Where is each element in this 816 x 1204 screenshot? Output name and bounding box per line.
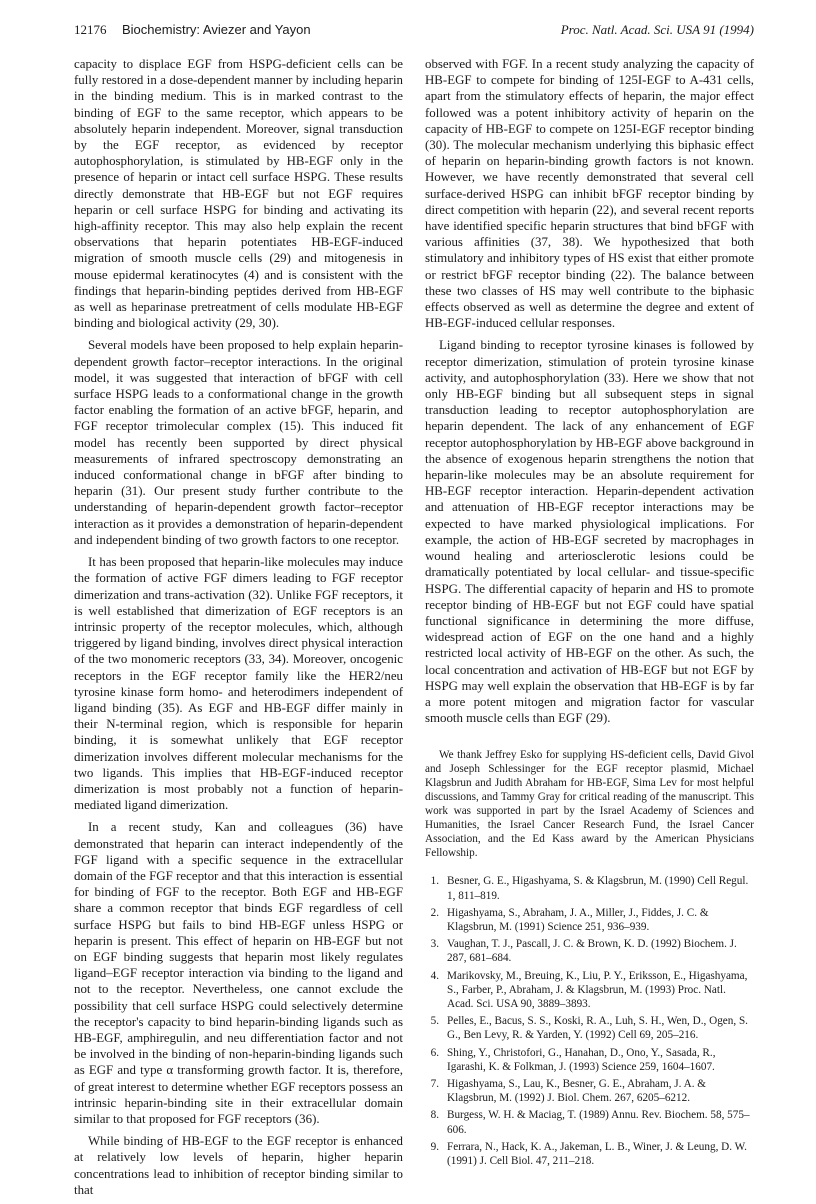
paragraph: capacity to displace EGF from HSPG-deficient cells can be fully restored in a dose-dependent manner by including heparin in the binding medium. This is in marked contrast to the binding of EGF to the same receptor, which appears to be absolutely heparin independent. Moreover, signal transduction by the EGF receptor, as evidenced by receptor autophosphorylation, is stimulated by HB-EGF only in the presence of heparin or intact cell surface HSPG. These results directly demonstrate that HB-EGF but not EGF requires heparin or cell surface HSPG for binding and activating its high-affinity receptor. This may also help explain the recent observations that heparin potentiates HB-EGF-induced migration of smooth muscle cells (29) and mitogenesis in mouse epidermal keratinocytes (4) and is consistent with the findings that heparin-binding peptides derived from HB-EGF as well as heparinase pretreatment of cells modulate HB-EGF binding and biological activity (29, 30). <box>74 57 403 331</box>
running-title: Biochemistry: Aviezer and Yayon <box>122 22 311 37</box>
left-column <box>74 56 403 1204</box>
paragraph: observed with FGF. In a recent study analyzing the capacity of HB-EGF to compete for binding of 125I-EGF to A-431 cells, apart from the stimulatory effects of heparin, the major effect followed was a potent inhibitory activity of heparin on the capacity of HB-EGF to compete on 125I-EGF receptor binding (30). The molecular mechanism underlying this biphasic effect of heparin on heparin-binding growth factors is not known. However, we have recently demonstrated that several cell surface-derived HSPG can inhibit bFGF receptor binding by direct competition with heparin (22), and several recent reports have identified specific heparin structures that bind bFGF with various affinities (37, 38). We hypothesized that both stimulatory and inhibitory types of HS exist that either promote or restrict bFGF receptor binding (22). The balance between these two classes of HS may well contribute to the biphasic effects observed as well as determine the degree and extent of HB-EGF-induced cellular responses. <box>425 57 754 331</box>
page-number: 12176 <box>74 22 107 37</box>
page-header <box>74 22 754 42</box>
acknowledgment: We thank Jeffrey Esko for supplying HS-deficient cells, David Givol and Joseph Schlessinger for the EGF receptor plasmid, Michael Klagsbrun and Judith Abraham for HB-EGF, Sima Lev for most helpful discussions, and Tammy Gray for critical reading of the manuscript. This work was supported in part by the Israel Academy of Sciences and Humanities, the Israel Cancer Research Fund, the Israel Cancer Association, and the Ed Kass award by the American Physicians Fellowship. <box>425 749 754 860</box>
paragraph: Ligand binding to receptor tyrosine kinases is followed by receptor dimerization, stimulation of protein tyrosine kinase activity, and autophosphorylation (33). Here we show that not only HB-EGF binding but all subsequent steps in signal transduction leading to receptor autophosphorylation are heparin dependent. The lack of any enhancement of EGF receptor autophosphorylation by HB-EGF above background in the absence of exogenous heparin strengthens the notion that heparin-like molecules may be an absolute requirement for HB-EGF receptor interaction. Heparin-dependent activation and attenuation of HB-EGF receptor interactions may be expected to have marked physiological implications. For example, the action of HB-EGF secreted by macrophages in wound healing and arteriosclerotic lesions could be dramatically potentiated by local cellular- and tissue-specific HSPG. The differential capacity of heparin and HS to promote receptor binding of HB-EGF but not EGF could have spatial functional significance in determining the more diffuse, widespread action of EGF on the one hand and a highly restricted local activity of HB-EGF on the other. As such, the local concentration and activation of HB-EGF but not EGF by HSPG may well explain the observation that HB-EGF is by far a more potent mitogen and migration factor for vascular smooth muscle cells than EGF (29). <box>425 338 754 726</box>
reference-item: 6. Shing, Y., Christofori, G., Hanahan, D., Ono, Y., Sasada, R., Igarashi, K. & Folkman, J. (1993) Science 259, 1604–1607. <box>430 1046 716 1073</box>
paragraph: Several models have been proposed to help explain heparin-dependent growth factor–receptor interactions. In the original model, it was suggested that interaction of bFGF with cell surface HSPG leads to a conformational change in the growth factor enabling the formation of an active bFGF, heparin, and FGF receptor trimolecular complex (15). This induced fit model has recently been supported by direct physical measurements of infrared spectroscopy demonstrating an induced conformational change in bFGF after binding to heparin (31). Our present study further contribute to the understanding of heparin-dependent growth factor–receptor interaction as it provides a demonstration of heparin-dependent and independent binding of two growth factors to one receptor. <box>74 338 403 547</box>
reference-item: 1. Besner, G. E., Higashyama, S. & Klagsbrun, M. (1990) Cell Regul. 1, 811–819. <box>430 875 749 902</box>
reference-item: 8. Burgess, W. H. & Maciag, T. (1989) Annu. Rev. Biochem. 58, 575–606. <box>430 1109 750 1136</box>
paragraph: While binding of HB-EGF to the EGF receptor is enhanced at relatively low levels of heparin, higher heparin concentrations lead to inhibition of receptor binding similar to that <box>74 1134 403 1197</box>
paragraph: It has been proposed that heparin-like molecules may induce the formation of active FGF dimers leading to FGF receptor dimerization and trans-activation (32). Unlike FGF receptors, it is well established that dimerization of EGF receptors is an intrinsic property of the receptor molecules, which, although triggered by ligand binding, involves direct physical interaction of the two monomeric receptors (33, 34). Moreover, oncogenic receptors in the EGF receptor family like the HER2/neu tyrosine kinase form homo- and heterodimers independent of ligand binding (35). As EGF and HB-EGF differ mainly in their N-terminal region, which is responsible for heparin binding, it is somewhat unlikely that EGF receptor dimerization involves different molecular mechanisms for the two ligands. This implies that HB-EGF-induced receptor dimerization is most probably not a function of heparin-mediated ligand dimerization. <box>74 555 403 813</box>
right-column <box>425 56 754 1171</box>
reference-item: 4. Marikovsky, M., Breuing, K., Liu, P. Y., Eriksson, E., Higashyama, S., Farber, P., Abraham, J. & Klagsbrun, M. (1993) Proc. Natl. Acad. Sci. USA 90, 3889–3893. <box>430 969 748 1010</box>
reference-item: 7. Higashyama, S., Lau, K., Besner, G. E., Abraham, J. A. & Klagsbrun, M. (1992) J. Biol. Chem. 267, 6205–6212. <box>430 1077 706 1105</box>
paragraph: In a recent study, Kan and colleagues (36) have demonstrated that heparin can interact independently of the FGF ligand with a specific sequence in the extracellular domain of the FGF receptor and that this interaction is essential for binding of FGF to the receptor. Both EGF and HB-EGF share a common receptor that binds EGF regardless of cell surface HSPG but fails to bind HB-EGF unless HSPG or heparin is present. This effect of heparin on HB-EGF but not on EGF binding suggests that heparin most likely regulates ligand–EGF receptor interaction via binding to the ligand and not to the receptor. Nevertheless, one cannot exclude the possibility that cell surface HSPG could selectively determine the receptor's capacity to bind heparin-binding ligands such as HB-EGF, amphiregulin, and neu differentiation factor and not be involved in the binding of non-heparin-binding ligands such as EGF and type α transforming growth factor. It is, therefore, of great interest to determine whether EGF receptors possess an intrinsic heparin-binding site in their extracellular domain similar to that proposed for FGF receptors (36). <box>74 820 403 1126</box>
journal-citation: Proc. Natl. Acad. Sci. USA 91 (1994) <box>560 22 754 37</box>
reference-item: 3. Vaughan, T. J., Pascall, J. C. & Brown, K. D. (1992) Biochem. J. 287, 681–684. <box>430 938 737 965</box>
reference-item: 5. Pelles, E., Bacus, S. S., Koski, R. A., Luh, S. H., Wen, D., Ogen, S. G., Ben Levy, R. & Yarden, Y. (1992) Cell 69, 205–216. <box>430 1015 748 1042</box>
reference-item: 2. Higashyama, S., Abraham, J. A., Miller, J., Fiddes, J. C. & Klagsbrun, M. (1991) Science 251, 936–939. <box>430 906 709 933</box>
reference-item: 9. Ferrara, N., Hack, K. A., Jakeman, L. B., Winer, J. & Leung, D. W. (1991) J. Cell Biol. 47, 211–218. <box>430 1140 747 1167</box>
reference-list <box>425 874 754 1168</box>
